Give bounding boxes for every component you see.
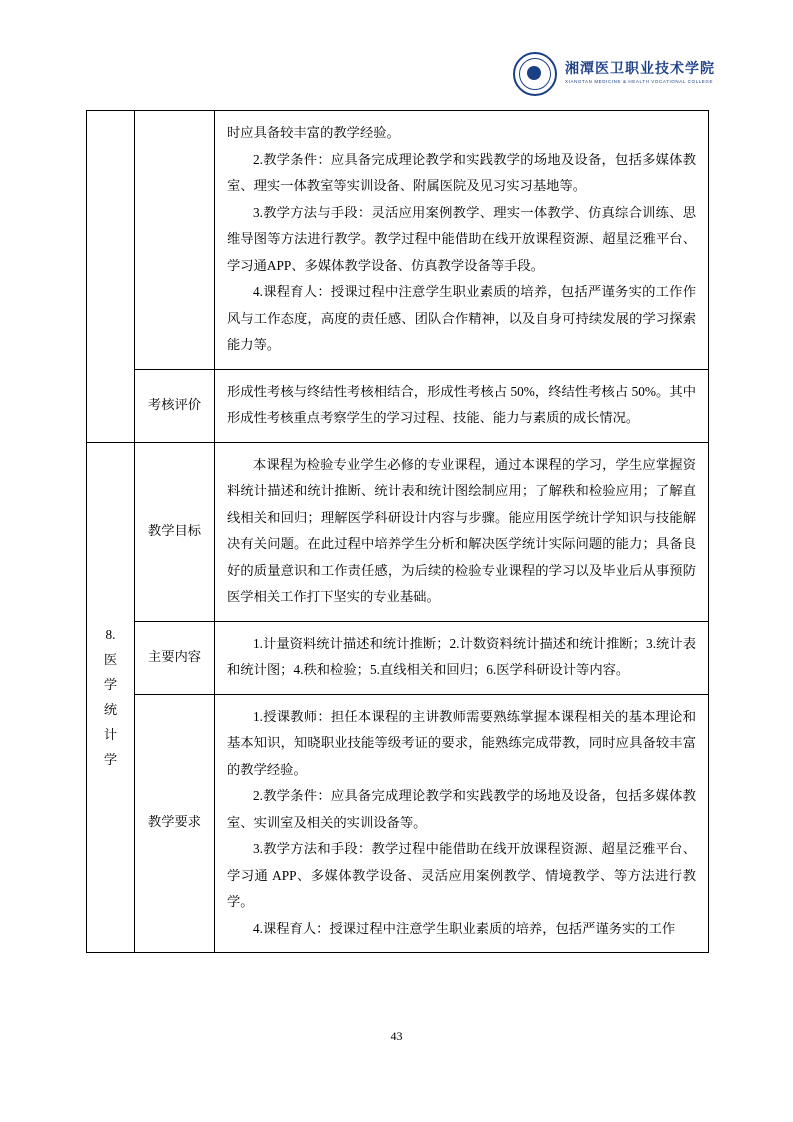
course-syllabus-table xyxy=(86,110,709,953)
paragraph: 1.授课教师：担任本课程的主讲教师需要熟练掌握本课程相关的基本理论和基本知识，知晓职业技能等级考证的要求，能熟练完成带教，同时应具备较丰富的教学经验。 xyxy=(227,708,696,777)
row-body-assessment xyxy=(215,369,709,442)
course-name-vertical xyxy=(93,622,128,772)
row-label-main-content: 主要内容 xyxy=(135,621,215,694)
paragraph: 3.教学方法和手段：教学过程中能借助在线开放课程资源、超星泛雅平台、学习通 APP、多媒体教学设备、灵活应用案例教学、情境教学、等方法进行教学。 xyxy=(227,841,696,909)
course-name-char: 计 xyxy=(103,727,118,743)
table-row xyxy=(87,442,709,621)
paragraph: 4.课程育人：授课过程中注意学生职业素质的培养，包括严谨务实的工作作风与工作态度，高度的责任感、团队合作精神，以及自身可持续发展的学习探索能力等。 xyxy=(227,284,696,352)
course-name-char: 学 xyxy=(103,677,118,693)
course-name-char: 医 xyxy=(103,652,118,668)
row-label-cell-empty xyxy=(135,111,215,370)
table-row xyxy=(87,621,709,694)
course-name-char: 学 xyxy=(103,752,118,768)
table-row xyxy=(87,111,709,370)
table-row xyxy=(87,694,709,953)
paragraph: 本课程为检验专业学生必修的专业课程，通过本课程的学习，学生应掌握资料统计描述和统计推断、统计表和统计图绘制应用；了解秩和检验应用；了解直线相关和回归；理解医学科研设计内容与步骤。能应用医学统计学知识与技能解决有关问题。在此过程中培养学生分析和解决医学统计实际问题的能力；具备良好的质量意识和工作责任感，为后续的检验专业课程的学习以及毕业后从事预防医学相关工作打下坚实的专业基础。 xyxy=(227,456,696,604)
row-body-requirements xyxy=(215,694,709,953)
row-body-objectives xyxy=(215,442,709,621)
paragraph: 形成性考核与终结性考核相结合，形成性考核占 50%，终结性考核占 50%。其中形成性考核重点考察学生的学习过程、技能、能力与素质的成长情况。 xyxy=(227,383,696,425)
paragraph: 2.教学条件：应具备完成理论教学和实践教学的场地及设备，包括多媒体教室、理实一体教室等实训设备、附属医院及见习实习基地等。 xyxy=(227,151,696,193)
college-name-cn: 湘潭医卫职业技术学院 xyxy=(565,62,715,78)
course-name-cell xyxy=(87,442,135,953)
paragraph: 3.教学方法与手段：灵活应用案例教学、理实一体教学、仿真综合训练、思维导图等方法进行教学。教学过程中能借助在线开放课程资源、超星泛雅平台、学习通APP、多媒体教学设备、仿真教学设备等手段。 xyxy=(227,204,696,273)
college-name-en: XIANGTAN MEDICINE & HEALTH VOCATIONAL COLLEGE xyxy=(565,78,714,84)
paragraph: 4.课程育人：授课过程中注意学生职业素质的培养，包括严谨务实的工作 xyxy=(253,920,676,936)
page-number: 43 xyxy=(390,1029,403,1043)
row-body-main-content xyxy=(215,621,709,694)
paragraph: 时应具备较丰富的教学经验。 xyxy=(227,125,400,140)
paragraph: 1.计量资料统计描述和统计推断；2.计数资料统计描述和统计推断；3.统计表和统计图；4.秩和检验；5.直线相关和回归；6.医学科研设计等内容。 xyxy=(227,635,696,677)
row-label-objectives: 教学目标 xyxy=(135,442,215,621)
table-row xyxy=(87,369,709,442)
college-logo-text xyxy=(565,63,715,84)
row-label-requirements: 教学要求 xyxy=(135,694,215,953)
course-name-char: 8. xyxy=(105,627,116,643)
paragraph: 2.教学条件：应具备完成理论教学和实践教学的场地及设备，包括多媒体教室、实训室及相关的实训设备等。 xyxy=(227,788,696,830)
college-logo xyxy=(513,52,715,96)
college-seal-icon xyxy=(513,52,557,96)
course-name-cell-empty xyxy=(87,111,135,443)
row-body-cell xyxy=(215,111,709,370)
course-name-char: 统 xyxy=(103,702,118,718)
row-label-assessment: 考核评价 xyxy=(135,369,215,442)
